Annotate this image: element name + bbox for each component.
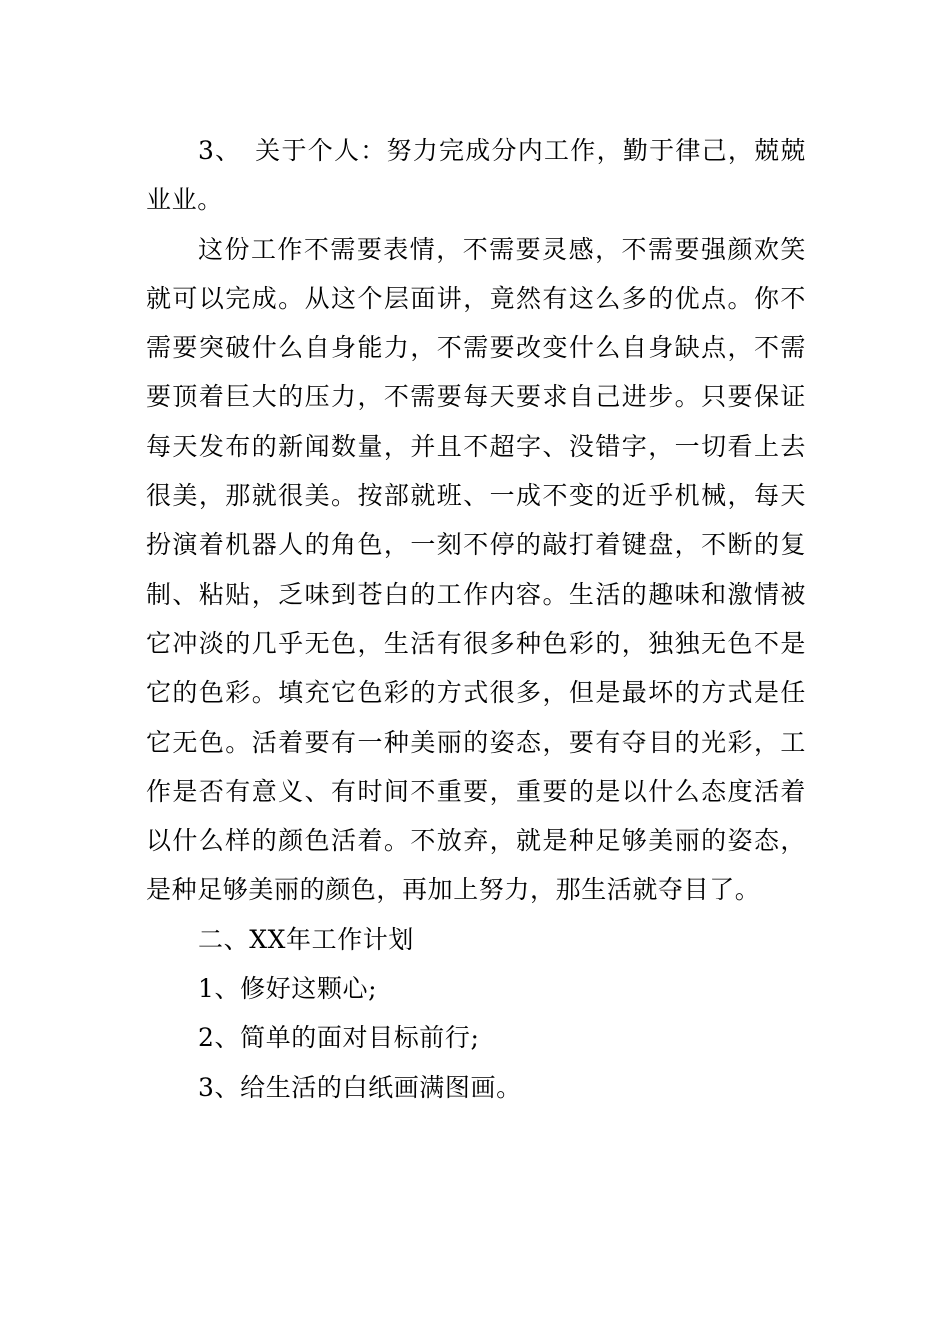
paragraph-reflection: 这份工作不需要表情，不需要灵感，不需要强颜欢笑就可以完成。从这个层面讲，竟然有这么多的优点。你不需要突破什么自身能力，不需要改变什么自身缺点，不需要顶着巨大的压力，不需要每天要求自己进步。只要保证每天发布的新闻数量，并且不超字、没错字，一切看上去很美，那就很美。按部就班、一成不变的近乎机械，每天扮演着机器人的角色，一刻不停的敲打着键盘，不断的复制、粘贴，乏味到苍白的工作内容。生活的趣味和激情被它冲淡的几乎无色，生活有很多种色彩的，独独无色不是它的色彩。填充它色彩的方式很多，但是最坏的方式是任它无色。活着要有一种美丽的姿态，要有夺目的光彩，工作是否有意义、有时间不重要，重要的是以什么态度活着以什么样的颜色活着。不放弃，就是种足够美丽的姿态，是种足够美丽的颜色，再加上努力，那生活就夺目了。 [146,234,806,905]
section-heading-work-plan: 二、XX年工作计划 [198,924,414,954]
plan-item-1: 1、修好这颗心; [198,974,378,1004]
plan-item-2: 2、简单的面对目标前行; [198,1023,480,1053]
document-body [146,126,806,1112]
plan-item-3: 3、给生活的白纸画满图画。 [198,1072,522,1102]
paragraph-personal: 3、 关于个人：努力完成分内工作，勤于律己，兢兢业业。 [146,136,806,215]
